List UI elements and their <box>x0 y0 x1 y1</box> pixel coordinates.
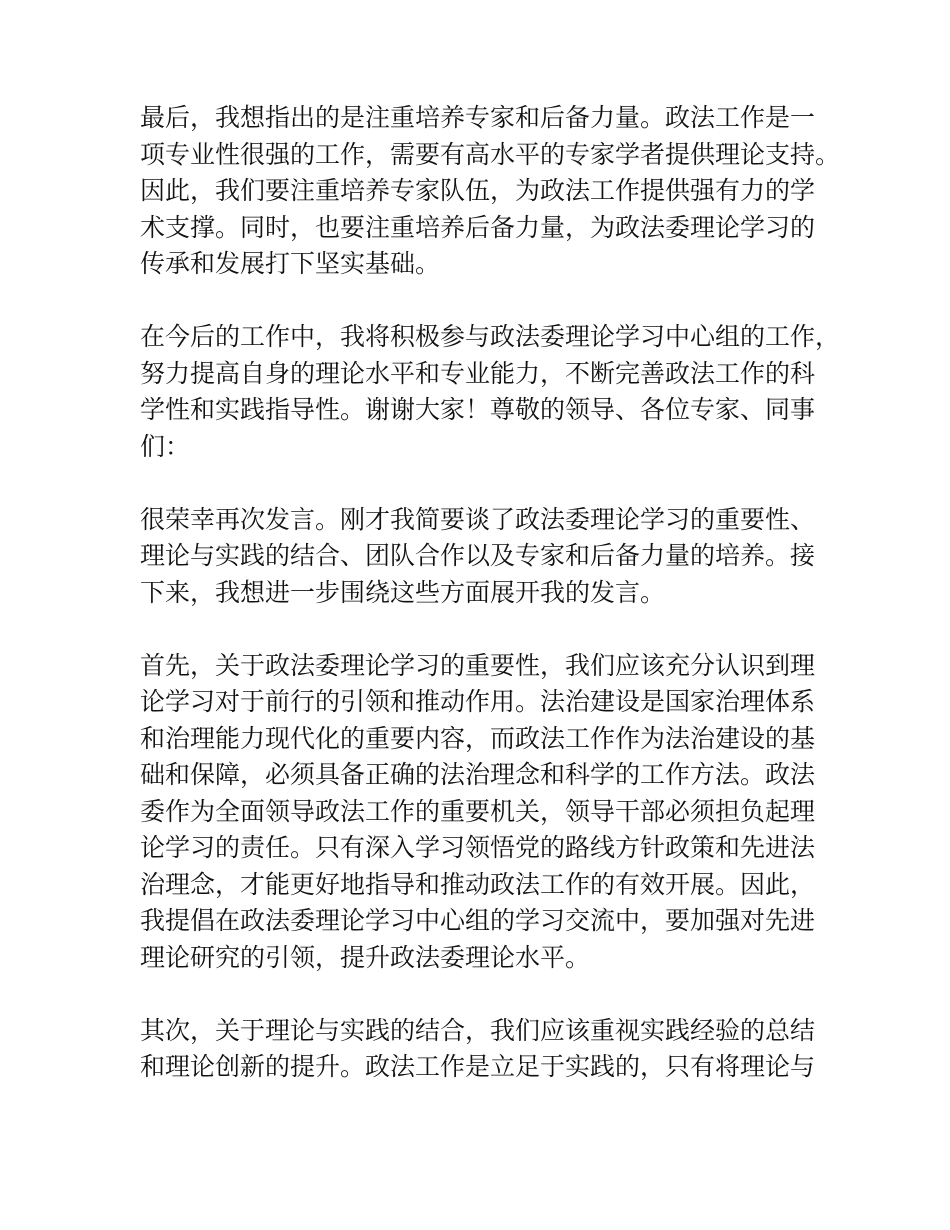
text-line: 础和保障，必须具备正确的法治理念和科学的工作方法。政法 <box>140 760 816 789</box>
paragraph-future-work <box>140 319 841 465</box>
text-line: 项专业性很强的工作，需要有高水平的专家学者提供理论支持。 <box>140 139 841 169</box>
text-line: 传承和发展打下坚实基础。 <box>140 249 441 278</box>
text-line: 下来，我想进一步围绕这些方面展开我的发言。 <box>140 577 666 607</box>
text-line: 术支撑。同时，也要注重培养后备力量，为政法委理论学习的 <box>140 212 816 242</box>
text-line: 我提倡在政法委理论学习中心组的学习交流中，要加强对先进 <box>140 906 816 935</box>
text-line: 努力提高自身的理论水平和专业能力，不断完善政法工作的科 <box>140 358 816 388</box>
paragraph-second-speech <box>140 502 830 612</box>
text-line: 和理论创新的提升。政法工作是立足于实践的，只有将理论与 <box>140 1052 816 1081</box>
text-line: 因此，我们要注重培养专家队伍，为政法工作提供强有力的学 <box>140 176 816 205</box>
text-line: 们： <box>140 431 191 461</box>
text-line: 和治理能力现代化的重要内容，而政法工作作为法治建设的基 <box>140 723 816 753</box>
paragraph-gap <box>140 976 830 1013</box>
paragraph-gap <box>140 611 830 648</box>
text-line: 理论研究的引领，提升政法委理论水平。 <box>140 942 591 972</box>
text-line: 首先，关于政法委理论学习的重要性，我们应该充分认识到理 <box>140 650 816 680</box>
text-line: 学性和实践指导性。谢谢大家！尊敬的领导、各位专家、同事 <box>140 395 816 424</box>
document-body <box>140 100 841 1086</box>
paragraph-gap <box>140 465 830 502</box>
text-line: 在今后的工作中，我将积极参与政法委理论学习中心组的工作， <box>140 322 841 351</box>
paragraph-importance <box>140 648 830 977</box>
text-line: 理论与实践的结合、团队合作以及专家和后备力量的培养。接 <box>140 541 816 570</box>
text-line: 委作为全面领导政法工作的重要机关，领导干部必须担负起理 <box>140 796 816 826</box>
text-line: 很荣幸再次发言。刚才我简要谈了政法委理论学习的重要性、 <box>140 504 816 534</box>
paragraph-gap <box>140 283 830 320</box>
text-line: 治理念，才能更好地指导和推动政法工作的有效开展。因此， <box>140 869 816 899</box>
text-line: 其次，关于理论与实践的结合，我们应该重视实践经验的总结 <box>140 1015 816 1045</box>
paragraph-theory-practice <box>140 1013 830 1086</box>
text-line: 论学习对于前行的引领和推动作用。法治建设是国家治理体系 <box>140 687 816 716</box>
paragraph-reserve-talent <box>140 100 841 283</box>
text-line: 论学习的责任。只有深入学习领悟党的路线方针政策和先进法 <box>140 833 816 862</box>
text-line: 最后，我想指出的是注重培养专家和后备力量。政法工作是一 <box>140 103 816 132</box>
